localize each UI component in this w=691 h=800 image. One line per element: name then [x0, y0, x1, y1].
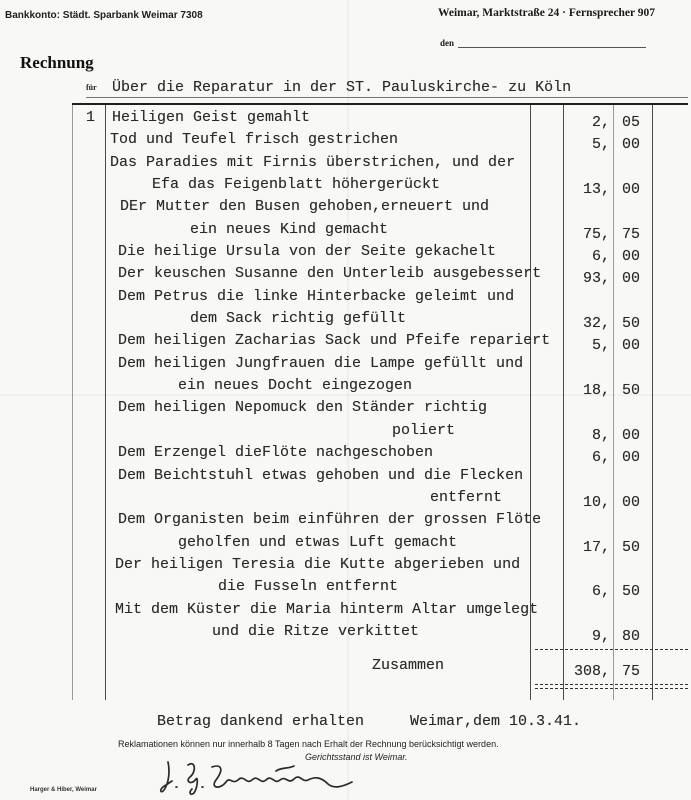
item-amount-marks: 32, — [582, 315, 610, 333]
item-amount-marks: 93, — [582, 270, 610, 288]
table-top-rule — [72, 103, 688, 105]
line-item — [0, 196, 691, 241]
line-item — [0, 509, 691, 554]
item-amount-pfennig: 00 — [622, 181, 641, 199]
item-description: Dem heiligen Zacharias Sack und Pfeife repariert — [118, 332, 551, 350]
item-description: Dem heiligen Jungfrauen die Lampe gefüllt und — [118, 354, 524, 372]
item-description-continued: die Fusseln entfernt — [218, 578, 399, 596]
item-amount-pfennig: 05 — [622, 114, 641, 131]
item-description: DEr Mutter den Busen gehoben,erneuert und — [120, 198, 490, 216]
date-line — [458, 47, 646, 48]
item-description: Dem Erzengel dieFlöte nachgeschoben — [118, 444, 434, 462]
item-amount-marks: 10, — [582, 493, 610, 511]
line-item — [0, 129, 691, 154]
date-label: den — [440, 38, 455, 48]
complaints-notice: Reklamationen können nur innerhalb 8 Tagen nach Erhalt der Rechnung berücksichtigt werden. — [118, 739, 499, 749]
line-item — [0, 465, 691, 510]
line-item — [0, 397, 691, 442]
subject-underline — [86, 97, 688, 98]
item-amount — [0, 626, 691, 648]
item-description-continued: dem Sack richtig gefüllt — [190, 310, 407, 328]
item-amount-pfennig: 00 — [622, 449, 641, 467]
line-item — [0, 286, 691, 331]
total-amount-pfennig: 75 — [622, 663, 641, 680]
item-description: Tod und Teufel frisch gestrichen — [110, 131, 399, 149]
item-description: Der keuschen Susanne den Unterleib ausgebessert — [118, 265, 542, 283]
item-amount-pfennig: 00 — [622, 337, 641, 355]
item-description-continued: ein neues Docht eingezogen — [178, 377, 413, 395]
place-and-date: Weimar,dem 10.3.41. — [410, 713, 582, 730]
line-item — [0, 152, 691, 197]
item-description: Mit dem Küster die Maria hinterm Altar umgelegt — [115, 600, 539, 618]
printer-imprint: Harger & Hiber, Weimar — [30, 787, 97, 793]
item-amount-marks: 75, — [582, 225, 610, 243]
item-amount-marks: 17, — [582, 538, 610, 556]
item-description: Der heiligen Teresia die Kutte abgerieben und — [115, 555, 521, 573]
total-amount — [0, 661, 691, 683]
item-amount-marks: 5, — [591, 136, 610, 154]
item-amount-pfennig: 50 — [622, 583, 641, 601]
item-amount-pfennig: 00 — [622, 493, 641, 511]
item-amount-marks: 18, — [582, 382, 610, 400]
item-amount-marks: 6, — [591, 583, 610, 601]
item-description: Dem heiligen Nepomuck den Ständer richtig — [118, 399, 488, 417]
line-item — [0, 554, 691, 599]
document-title: Rechnung — [20, 53, 94, 72]
item-amount-pfennig: 00 — [622, 426, 641, 444]
item-amount-pfennig: 75 — [622, 225, 641, 243]
item-amount-marks: 6, — [591, 248, 610, 266]
item-description: Das Paradies mit Firnis überstrichen, und der — [110, 153, 516, 171]
item-amount-marks: 2, — [591, 114, 610, 131]
item-description-continued: entfernt — [430, 488, 503, 506]
item-description-continued: und die Ritze verkittet — [212, 622, 420, 640]
total-double-rule — [535, 688, 688, 689]
jurisdiction-notice: Gerichtsstand ist Weimar. — [305, 752, 408, 762]
item-amount-pfennig: 50 — [622, 382, 641, 400]
item-amount-marks: 8, — [591, 426, 610, 444]
item-amount-pfennig: 00 — [622, 248, 641, 266]
item-description-continued: geholfen und etwas Luft gemacht — [178, 533, 458, 551]
item-description-continued: ein neues Kind gemacht — [190, 220, 389, 238]
line-item — [0, 330, 691, 355]
item-description-continued: poliert — [392, 421, 456, 439]
quantity: 1 — [86, 109, 96, 126]
item-description: Heiligen Geist gemahlt — [112, 109, 311, 126]
subtotal-rule — [535, 649, 688, 650]
item-description-continued: Efa das Feigenblatt höhergerückt — [152, 176, 441, 194]
total-label: Zusammen — [372, 657, 445, 674]
total-rule — [535, 684, 688, 685]
item-amount-marks: 9, — [591, 627, 610, 645]
handwritten-signature — [158, 757, 358, 797]
item-amount-pfennig: 00 — [622, 136, 641, 154]
line-items — [0, 107, 691, 643]
item-amount-marks: 6, — [591, 449, 610, 467]
for-label: für — [86, 83, 97, 92]
line-item — [0, 353, 691, 398]
item-amount-pfennig: 50 — [622, 538, 641, 556]
line-item — [0, 263, 691, 288]
item-description: Dem Beichtstuhl etwas gehoben und die Flecken — [118, 466, 524, 484]
item-description: Dem Petrus die linke Hinterbacke geleimt und — [118, 287, 515, 305]
bank-account: Bankkonto: Städt. Sparbank Weimar 7308 — [5, 10, 203, 21]
item-amount-pfennig: 00 — [622, 270, 641, 288]
business-address: Weimar, Marktstraße 24 · Fernsprecher 907 — [438, 7, 655, 19]
line-item — [0, 241, 691, 266]
line-item — [0, 599, 691, 644]
item-description: Dem Organisten beim einführen der grossen Flöte — [118, 511, 542, 529]
payment-received-note: Betrag dankend erhalten — [157, 713, 365, 730]
item-amount-pfennig: 80 — [622, 627, 641, 645]
total-amount-marks: 308, — [573, 663, 610, 680]
item-amount-marks: 5, — [591, 337, 610, 355]
invoice-subject: Über die Reparatur in der ST. Pauluskirche- zu Köln — [112, 79, 572, 96]
item-amount-marks: 13, — [582, 181, 610, 199]
item-amount-pfennig: 50 — [622, 315, 641, 333]
line-item — [0, 442, 691, 467]
line-item — [0, 107, 691, 129]
item-description: Die heilige Ursula von der Seite gekachelt — [118, 243, 497, 261]
